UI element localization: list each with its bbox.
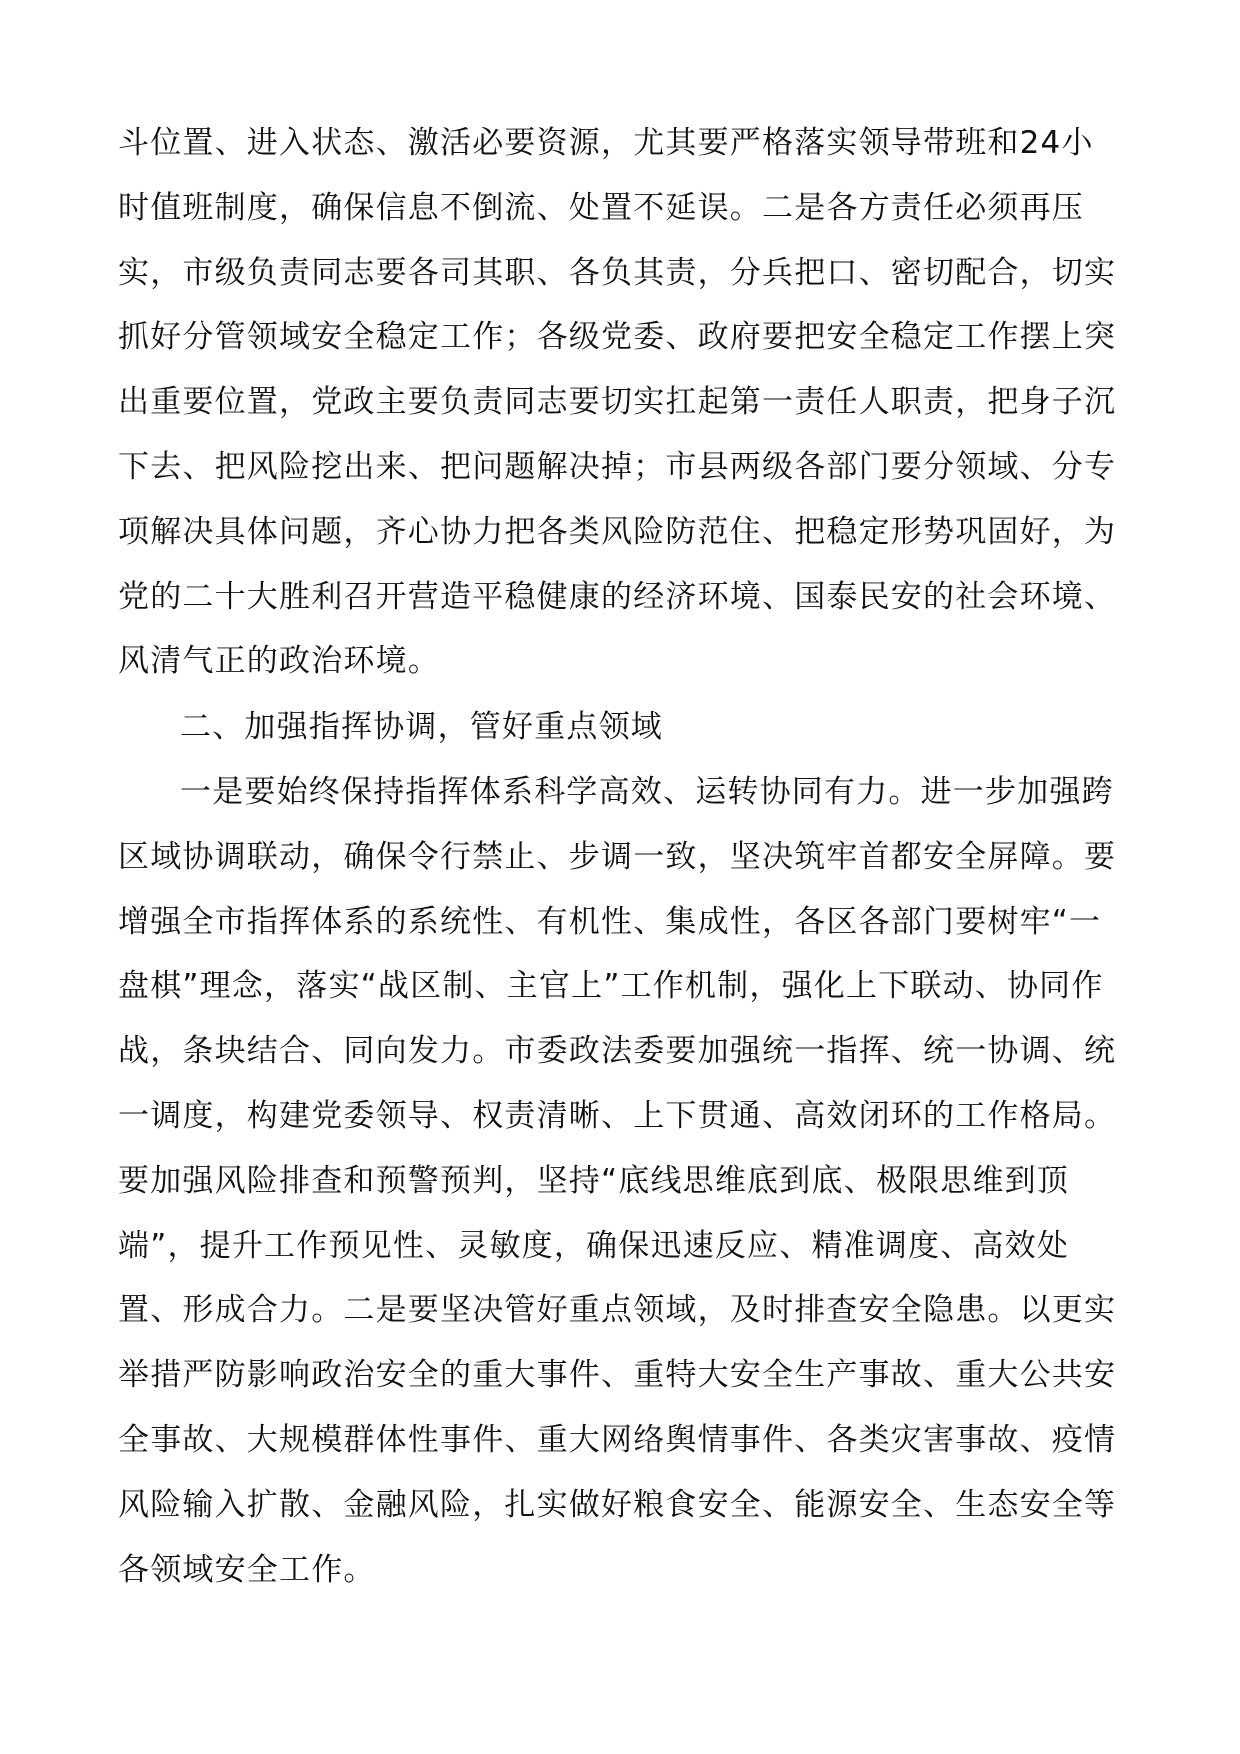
section-heading: 二、加强指挥协调，管好重点领域 <box>180 709 663 745</box>
paragraph-body: 一是要始终保持指挥体系科学高效、运转协同有力。进一步加强跨区域协调联动，确保令行禁止、步调一致，坚决筑牢首都安全屏障。要增强全市指挥体系的系统性、有机性、集成性，各区各部门要树牢“一盘棋”理念，落实“战区制、主官上”工作机制，强化上下联动、协同作战，条块结合、同向发力。市委政法委要加强统一指挥、统一协调、统一调度，构建党委领导、权责清晰、上下贯通、高效闭环的工作格局。要加强风险排查和预警预判，坚持“底线思维底到底、极限思维到顶端”，提升工作预见性、灵敏度，确保迅速反应、精准调度、高效处置、形成合力。二是要坚决管好重点领域，及时排查安全隐患。以更实举措严防影响政治安全的重大事件、重特大安全生产事故、重大公共安全事故、大规模群体性事件、重大网络舆情事件、各类灾害事故、疫情风险输入扩散、金融风险，扎实做好粮食安全、能源安全、生态安全等各领域安全工作。 <box>118 774 1117 1588</box>
paragraph-continuation: 斗位置、进入状态、激活必要资源，尤其要严格落实领导带班和24小时值班制度，确保信息不倒流、处置不延误。二是各方责任必须再压实，市级负责同志要各司其职、各负其责，分兵把口、密切配合，切实抓好分管领域安全稳定工作；各级党委、政府要把安全稳定工作摆上突出重要位置，党政主要负责同志要切实扛起第一责任人职责，把身子沉下去、把风险挖出来、把问题解决掉；市县两级各部门要分领域、分专项解决具体问题，齐心协力把各类风险防范住、把稳定形势巩固好，为党的二十大胜利召开营造平稳健康的经济环境、国泰民安的社会环境、风清气正的政治环境。 <box>118 125 1117 680</box>
